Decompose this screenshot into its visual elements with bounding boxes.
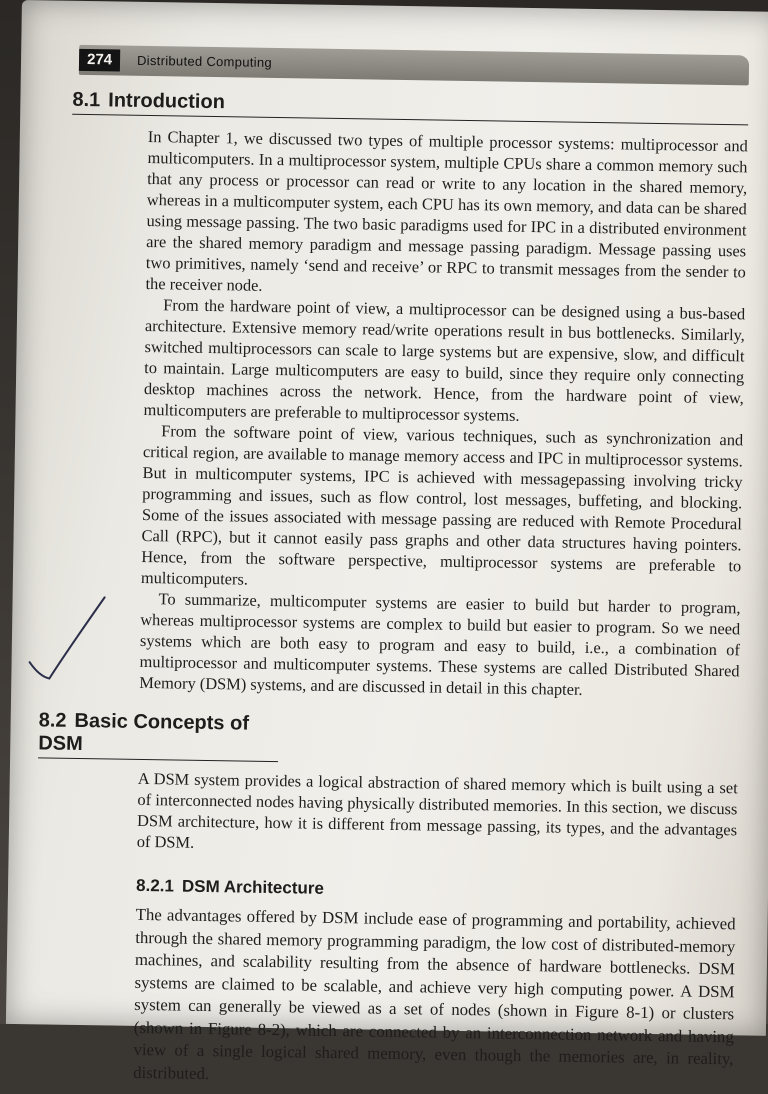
section-basic-concepts bbox=[37, 709, 739, 861]
section-heading bbox=[72, 89, 748, 126]
section-body bbox=[133, 904, 736, 1093]
section-dsm-architecture bbox=[33, 874, 736, 1093]
subsection-heading bbox=[136, 876, 736, 905]
page-number: 274 bbox=[79, 49, 120, 72]
running-title: Distributed Computing bbox=[136, 52, 273, 70]
running-header bbox=[79, 45, 749, 86]
subsection-number: 8.2.1 bbox=[135, 875, 175, 896]
section-title: Basic Concepts of DSM bbox=[38, 709, 250, 756]
section-title: Introduction bbox=[108, 89, 226, 114]
paragraph: The advantages offered by DSM include ease of programming and portability, achieved through the shared memory programming paradigm, the low cost of distributed-memory machines, and scalability resulting from the absence of hardware bottlenecks. DSM systems are claimed to be scalable, and achieve very high computing power. A DSM system can generally be viewed as a set of nodes (shown in Figure 8-1) or clusters (shown in Figure 8-2), which are connected by an interconnection network and having view of a single logical shared memory, even though the memories are, in reality, distributed. bbox=[133, 904, 736, 1083]
section-number: 8.1 bbox=[72, 88, 101, 112]
section-introduction bbox=[39, 88, 748, 702]
paragraph: To summarize, multicomputer systems are easier to build but harder to program, whereas multiprocessor systems are complex to build but easier to program. So we need systems which are both easy to program and easy to build, i.e., a combination of multiprocessor and multicomputer systems. These systems are called Distributed Shared Memory (DSM) systems, and are discussed in detail in this chapter. bbox=[139, 589, 741, 699]
book-page bbox=[6, 0, 768, 1083]
paragraph: From the hardware point of view, a multiprocessor can be designed using a bus-based architecture. Extensive memory read/write operations result in bus bottlenecks. Similarly, switched multiprocessors can scale to large systems but are expensive, slow, and difficult to maintain. Large multicomputers are easy to build, since they require only connecting desktop machines across the network. Hence, from the hardware point of view, multicomputers are preferable to multiprocessor systems. bbox=[143, 295, 746, 425]
paragraph: A DSM system provides a logical abstraction of shared memory which is built using a set of interconnected nodes having physically distributed memories. In this section, we discuss DSM architecture, how it is different from message passing, its types, and the advantages of DSM. bbox=[136, 768, 738, 852]
subsection-title: DSM Architecture bbox=[181, 876, 325, 898]
paragraph: From the software point of view, various techniques, such as synchronization and critical region, are available to manage memory access and IPC in multiprocessor systems. But in multicomputer systems, IPC is achieved with messagepassing involving tricky programming and issues, such as flow control, lost messages, buffeting, and blocking. Some of the issues associated with message passing are reduced with Remote Procedural Call (RPC), but it cannot easily pass graphs and other data structures having pointers. Hence, from the software perspective, multiprocessor systems are preferable to multicomputers. bbox=[140, 421, 744, 589]
section-body bbox=[137, 768, 738, 861]
section-heading bbox=[38, 709, 279, 762]
paragraph: In Chapter 1, we discussed two types of multiple processor systems: multiprocessor and multicomputers. In a multiprocessor system, multiple CPUs share a common memory such that any process or processor can read or write to any location in the shared memory, whereas in a multicomputer system, each CPU has its own memory, and data can be shared using message passing. The two basic paradigms used for IPC in a distributed environment are the shared memory paradigm and message passing paradigm. Message passing uses two primitives, namely ‘send and receive’ or RPC to transmit messages from the sender to the receiver node. bbox=[145, 126, 748, 295]
section-body bbox=[139, 126, 748, 702]
section-number: 8.2 bbox=[38, 709, 67, 732]
page-content bbox=[33, 44, 749, 1093]
